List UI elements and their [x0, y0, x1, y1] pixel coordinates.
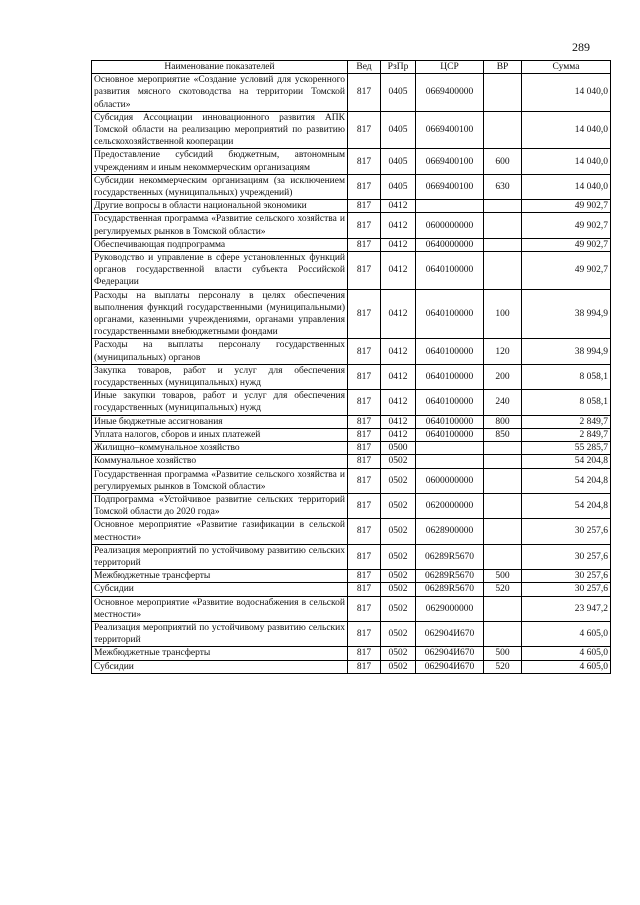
cell-csr: 0669400000	[416, 74, 484, 112]
cell-rzpr: 0502	[381, 583, 416, 596]
cell-name: Субсидии некоммерческим организациям (за исключением государственных (муниципальных) учреждений)	[92, 174, 348, 199]
cell-name: Реализация мероприятий по устойчивому развитию сельских территорий	[92, 621, 348, 646]
table-row	[92, 252, 611, 290]
table-row	[92, 364, 611, 389]
cell-csr: 062904И670	[416, 660, 484, 673]
cell-sum: 30 257,6	[522, 519, 611, 544]
cell-sum: 4 605,0	[522, 621, 611, 646]
cell-csr: 0669400100	[416, 111, 484, 149]
cell-sum: 38 994,9	[522, 339, 611, 364]
table-row	[92, 647, 611, 660]
cell-ved: 817	[348, 493, 381, 518]
cell-csr: 0640100000	[416, 428, 484, 441]
cell-ved: 817	[348, 583, 381, 596]
cell-name: Коммунальное хозяйство	[92, 455, 348, 468]
cell-csr: 06289R5670	[416, 570, 484, 583]
cell-sum: 55 285,7	[522, 442, 611, 455]
cell-rzpr: 0412	[381, 390, 416, 415]
cell-ved: 817	[348, 289, 381, 339]
cell-vr	[484, 111, 522, 149]
cell-vr	[484, 213, 522, 238]
cell-name: Жилищно–коммунальное хозяйство	[92, 442, 348, 455]
table-row	[92, 660, 611, 673]
cell-name: Иные закупки товаров, работ и услуг для обеспечения государственных (муниципальных) нужд	[92, 390, 348, 415]
cell-vr: 520	[484, 660, 522, 673]
cell-vr: 100	[484, 289, 522, 339]
table-row	[92, 544, 611, 569]
cell-sum: 8 058,1	[522, 390, 611, 415]
table-row	[92, 519, 611, 544]
cell-ved: 817	[348, 455, 381, 468]
cell-vr: 200	[484, 364, 522, 389]
cell-rzpr: 0405	[381, 174, 416, 199]
cell-rzpr: 0502	[381, 596, 416, 621]
table-row	[92, 174, 611, 199]
cell-rzpr: 0502	[381, 455, 416, 468]
cell-ved: 817	[348, 200, 381, 213]
cell-vr	[484, 621, 522, 646]
cell-name: Межбюджетные трансферты	[92, 570, 348, 583]
cell-ved: 817	[348, 468, 381, 493]
cell-vr	[484, 252, 522, 290]
cell-rzpr: 0405	[381, 149, 416, 174]
cell-vr	[484, 519, 522, 544]
cell-csr: 0600000000	[416, 468, 484, 493]
cell-vr: 800	[484, 415, 522, 428]
table-row	[92, 415, 611, 428]
table-row	[92, 74, 611, 112]
cell-name: Расходы на выплаты персоналу государственных (муниципальных) органов	[92, 339, 348, 364]
cell-csr	[416, 442, 484, 455]
cell-ved: 817	[348, 647, 381, 660]
cell-vr	[484, 200, 522, 213]
cell-csr: 0640100000	[416, 415, 484, 428]
cell-vr: 520	[484, 583, 522, 596]
header-vr: ВР	[484, 61, 522, 74]
cell-sum: 4 605,0	[522, 660, 611, 673]
cell-name: Основное мероприятие «Развитие газификации в сельской местности»	[92, 519, 348, 544]
cell-vr: 500	[484, 647, 522, 660]
table-row	[92, 621, 611, 646]
table-row	[92, 213, 611, 238]
cell-name: Государственная программа «Развитие сельского хозяйства и регулируемых рынков в Томской области»	[92, 468, 348, 493]
cell-sum: 14 040,0	[522, 174, 611, 199]
table-row	[92, 289, 611, 339]
cell-csr: 0640100000	[416, 390, 484, 415]
cell-rzpr: 0412	[381, 238, 416, 251]
cell-ved: 817	[348, 519, 381, 544]
table-header-row	[92, 61, 611, 74]
cell-rzpr: 0412	[381, 364, 416, 389]
table-row	[92, 428, 611, 441]
cell-vr	[484, 596, 522, 621]
page-number: 289	[572, 40, 590, 54]
cell-sum: 14 040,0	[522, 149, 611, 174]
cell-name: Основное мероприятие «Создание условий для ускоренного развития мясного скотоводства на территории Томской области»	[92, 74, 348, 112]
cell-ved: 817	[348, 442, 381, 455]
cell-csr: 0640100000	[416, 252, 484, 290]
cell-name: Закупка товаров, работ и услуг для обеспечения государственных (муниципальных) нужд	[92, 364, 348, 389]
header-csr: ЦСР	[416, 61, 484, 74]
cell-name: Реализация мероприятий по устойчивому развитию сельских территорий	[92, 544, 348, 569]
cell-vr: 600	[484, 149, 522, 174]
cell-vr: 850	[484, 428, 522, 441]
cell-ved: 817	[348, 174, 381, 199]
table-row	[92, 493, 611, 518]
cell-sum: 8 058,1	[522, 364, 611, 389]
cell-rzpr: 0502	[381, 493, 416, 518]
cell-ved: 817	[348, 596, 381, 621]
cell-vr	[484, 74, 522, 112]
cell-csr: 0629000000	[416, 596, 484, 621]
table-row	[92, 390, 611, 415]
budget-table	[91, 60, 611, 674]
cell-rzpr: 0412	[381, 200, 416, 213]
cell-csr: 06289R5670	[416, 544, 484, 569]
cell-rzpr: 0502	[381, 519, 416, 544]
cell-sum: 2 849,7	[522, 428, 611, 441]
cell-name: Подпрограмма «Устойчивое развитие сельских территорий Томской области до 2020 года»	[92, 493, 348, 518]
cell-csr: 0600000000	[416, 213, 484, 238]
cell-ved: 817	[348, 111, 381, 149]
cell-csr: 0640100000	[416, 339, 484, 364]
cell-ved: 817	[348, 544, 381, 569]
cell-csr: 0640100000	[416, 364, 484, 389]
cell-vr: 630	[484, 174, 522, 199]
cell-csr: 0620000000	[416, 493, 484, 518]
cell-vr: 120	[484, 339, 522, 364]
cell-name: Субсидии	[92, 660, 348, 673]
cell-csr: 062904И670	[416, 647, 484, 660]
cell-name: Субсидии	[92, 583, 348, 596]
table-row	[92, 238, 611, 251]
cell-csr: 0640000000	[416, 238, 484, 251]
cell-rzpr: 0502	[381, 570, 416, 583]
cell-rzpr: 0502	[381, 544, 416, 569]
cell-sum: 14 040,0	[522, 74, 611, 112]
cell-name: Расходы на выплаты персоналу в целях обеспечения выполнения функций государственными (муниципальными) органами, казенными учреждениями, органами управления государственными внебюджетными фондами	[92, 289, 348, 339]
table-body	[92, 74, 611, 674]
cell-name: Иные бюджетные ассигнования	[92, 415, 348, 428]
table-row	[92, 339, 611, 364]
cell-ved: 817	[348, 660, 381, 673]
cell-name: Государственная программа «Развитие сельского хозяйства и регулируемых рынков в Томской области»	[92, 213, 348, 238]
cell-ved: 817	[348, 390, 381, 415]
cell-ved: 817	[348, 621, 381, 646]
cell-sum: 38 994,9	[522, 289, 611, 339]
cell-ved: 817	[348, 213, 381, 238]
cell-rzpr: 0412	[381, 339, 416, 364]
table-row	[92, 442, 611, 455]
header-name: Наименование показателей	[92, 61, 348, 74]
cell-ved: 817	[348, 364, 381, 389]
header-ved: Вед	[348, 61, 381, 74]
header-sum: Сумма	[522, 61, 611, 74]
table-row	[92, 596, 611, 621]
cell-name: Основное мероприятие «Развитие водоснабжения в сельской местности»	[92, 596, 348, 621]
cell-ved: 817	[348, 238, 381, 251]
cell-name: Уплата налогов, сборов и иных платежей	[92, 428, 348, 441]
cell-name: Другие вопросы в области национальной экономики	[92, 200, 348, 213]
cell-name: Межбюджетные трансферты	[92, 647, 348, 660]
table-row	[92, 149, 611, 174]
table-row	[92, 455, 611, 468]
cell-sum: 49 902,7	[522, 213, 611, 238]
cell-sum: 54 204,8	[522, 468, 611, 493]
cell-rzpr: 0502	[381, 647, 416, 660]
cell-sum: 54 204,8	[522, 455, 611, 468]
cell-rzpr: 0412	[381, 428, 416, 441]
cell-name: Руководство и управление в сфере установленных функций органов государственной власти субъекта Российской Федерации	[92, 252, 348, 290]
cell-name: Обеспечивающая подпрограмма	[92, 238, 348, 251]
cell-sum: 49 902,7	[522, 252, 611, 290]
cell-csr: 0669400100	[416, 149, 484, 174]
cell-name: Предоставление субсидий бюджетным, автономным учреждениям и иным некоммерческим организациям	[92, 149, 348, 174]
table-row	[92, 111, 611, 149]
cell-rzpr: 0502	[381, 660, 416, 673]
cell-sum: 14 040,0	[522, 111, 611, 149]
cell-name: Субсидия Ассоциации инновационного развития АПК Томской области на реализацию мероприятий по развитию сельскохозяйственной кооперации	[92, 111, 348, 149]
cell-vr: 500	[484, 570, 522, 583]
cell-csr	[416, 455, 484, 468]
cell-vr	[484, 442, 522, 455]
header-rzpr: РзПр	[381, 61, 416, 74]
cell-sum: 23 947,2	[522, 596, 611, 621]
table-row	[92, 468, 611, 493]
cell-sum: 54 204,8	[522, 493, 611, 518]
cell-ved: 817	[348, 339, 381, 364]
cell-ved: 817	[348, 74, 381, 112]
cell-vr	[484, 455, 522, 468]
cell-csr: 0669400100	[416, 174, 484, 199]
cell-rzpr: 0405	[381, 74, 416, 112]
cell-vr: 240	[484, 390, 522, 415]
cell-rzpr: 0412	[381, 289, 416, 339]
cell-sum: 30 257,6	[522, 544, 611, 569]
cell-vr	[484, 238, 522, 251]
cell-vr	[484, 493, 522, 518]
cell-vr	[484, 468, 522, 493]
cell-rzpr: 0412	[381, 252, 416, 290]
cell-csr: 062904И670	[416, 621, 484, 646]
cell-rzpr: 0500	[381, 442, 416, 455]
cell-ved: 817	[348, 149, 381, 174]
cell-csr: 06289R5670	[416, 583, 484, 596]
cell-ved: 817	[348, 428, 381, 441]
cell-rzpr: 0502	[381, 621, 416, 646]
cell-sum: 30 257,6	[522, 583, 611, 596]
table-row	[92, 570, 611, 583]
table-row	[92, 200, 611, 213]
cell-rzpr: 0405	[381, 111, 416, 149]
cell-sum: 49 902,7	[522, 238, 611, 251]
cell-sum: 2 849,7	[522, 415, 611, 428]
cell-rzpr: 0502	[381, 468, 416, 493]
table-row	[92, 583, 611, 596]
cell-rzpr: 0412	[381, 415, 416, 428]
cell-ved: 817	[348, 252, 381, 290]
cell-ved: 817	[348, 415, 381, 428]
cell-vr	[484, 544, 522, 569]
cell-sum: 4 605,0	[522, 647, 611, 660]
cell-csr	[416, 200, 484, 213]
cell-ved: 817	[348, 570, 381, 583]
cell-csr: 0640100000	[416, 289, 484, 339]
cell-sum: 49 902,7	[522, 200, 611, 213]
cell-rzpr: 0412	[381, 213, 416, 238]
cell-sum: 30 257,6	[522, 570, 611, 583]
cell-csr: 0628900000	[416, 519, 484, 544]
